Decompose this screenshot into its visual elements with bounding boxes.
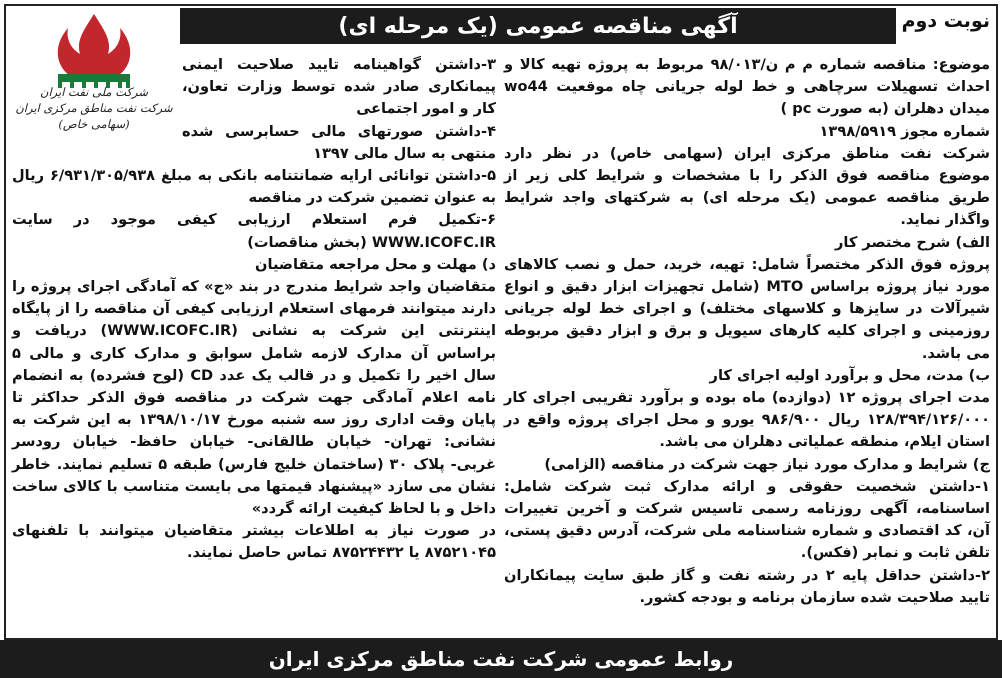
section-heading: الف) شرح مختصر کار: [834, 233, 990, 251]
requirement-item: ۱-داشتن شخصیت حقوقی و ارائه مدارک ثبت شرکت شامل: اساسنامه، آگهی روزنامه رسمی تاسیس شرکت و آخرین تغییرات آن، کد اقتصادی و شماره شناسنامه ملی شرکت، آدرس دقیق پستی، تلفن ثابت و نمابر (فکس).: [504, 477, 990, 562]
right-column: [504, 54, 990, 609]
intro-paragraph: شرکت نفت مناطق مرکزی ایران (سهامی خاص) در نظر دارد موضوع مناقصه فوق الذکر را با مشخصات و شرایط کلی زیر از طریق مناقصه عمومی (یک مرحله ای) به شرکتهای واجد شرایط واگذار نماید.: [504, 144, 990, 229]
left-column: [12, 54, 496, 565]
logo-line: شرکت نفت مناطق مرکزی ایران: [15, 101, 173, 115]
section-heading: ج) شرایط و مدارک مورد نیاز جهت شرکت در مناقصه (الزامی): [544, 455, 990, 473]
requirement-item: ۵-داشتن توانائی ارایه ضمانتنامه بانکی به مبلغ ۶/۹۳۱/۳۰۵/۹۳۸ ریال به عنوان تضمین شرکت در مناقصه: [12, 167, 496, 207]
footer-bar: [0, 640, 1002, 678]
logo-line: شرکت ملی نفت ایران: [40, 85, 148, 99]
requirement-item: ۴-داشتن صورتهای مالی حسابرسی شده منتهی به سال مالی ۱۳۹۷: [182, 122, 496, 162]
ad-title: آگهی مناقصه عمومی (یک مرحله ای): [338, 13, 738, 39]
footer-text: روابط عمومی شرکت نفت مناطق مرکزی ایران: [268, 647, 734, 671]
edition-label: نوبت دوم: [901, 10, 990, 32]
logo-line: (سهامی خاص): [58, 117, 130, 131]
section-heading: ب) مدت، محل و برآورد اولیه اجرای کار: [709, 366, 990, 384]
contact-paragraph: در صورت نیاز به اطلاعات بیشتر متقاضیان میتوانند با تلفنهای ۸۷۵۲۱۰۴۵ یا ۸۷۵۲۴۴۳۲ تماس حاصل نمایند.: [12, 522, 496, 562]
requirement-item: ۲-داشتن حداقل پایه ۲ در رشته نفت و گاز طبق سایت پیمانکاران تایید صلاحیت شده سازمان برنامه و بودجه کشور.: [504, 566, 990, 606]
permit-number: شماره مجوز ۱۳۹۸/۵۹۱۹: [819, 122, 990, 140]
section-heading: د) مهلت و محل مراجعه متقاضیان: [255, 255, 496, 273]
work-description: پروژه فوق الذکر مختصراً شامل: تهیه، خرید، حمل و نصب کالاهای مورد نیاز پروژه براساس MTO (شامل تجهیزات ابزار دقیق و انواع شیرآلات در سایزها و کلاسهای مختلف) و اجرای خط لوله جریانی روزمینی و اجرای کلیه کارهای سیویل و برق و ابزار دقیق مربوطه می باشد.: [504, 255, 990, 362]
ad-title-bar: [180, 8, 896, 44]
requirement-item: ۳-داشتن گواهینامه تایید صلاحیت ایمنی پیمانکاری صادر شده توسط وزارت تعاون، کار و امور اجتماعی: [182, 56, 496, 118]
duration-paragraph: مدت اجرای پروژه ۱۲ (دوازده) ماه بوده و برآورد تقریبی اجرای کار ۱۲۸/۳۹۴/۱۲۶/۰۰۰ ریال ۹۸۶/۹۰۰ یورو و محل اجرای پروژه واقع در استان ایلام، منطقه عملیاتی دهلران می باشد.: [504, 389, 991, 451]
submission-paragraph: متقاضیان واجد شرایط مندرج در بند «ج» که آمادگی اجرای پروژه را دارند میتوانند فرمهای استعلام ارزیابی کیفی آن مناقصه را از پایگاه اینترنتی این شرکت به نشانی (WWW.ICOFC.IR) دریافت و براساس آن مدارک لازمه شامل سوابق و مدارک کاری و مالی ۵ سال اخیر را تکمیل و در قالب یک عدد CD (لوح فشرده) به انضمام نامه اعلام آمادگی جهت شرکت در مناقصه فوق الذکر حداکثر تا پایان وقت اداری روز سه شنبه مورخ ۱۳۹۸/۱۰/۱۷ به این شرکت به نشانی: تهران- خیابان طالقانی- خیابان حافظ- خیابان رودسر غربی- پلاک ۳۰ (ساختمان خلیج فارس) طبقه ۵ تسلیم نمایند. خاطر نشان می سازد «پیشنهاد قیمتها می بایست متناسب با کالای ساخت داخل و با لحاظ کیفیت ارائه گردد»: [12, 278, 496, 518]
left-column-top: [182, 54, 496, 165]
requirement-item: ۶-تکمیل فرم استعلام ارزیابی کیفی موجود در سایت WWW.ICOFC.IR (بخش مناقصات): [12, 211, 496, 251]
subject-paragraph: موضوع: مناقصه شماره م م ن/۹۸/۰۱۳ مربوط به پروژه تهیه کالا و احداث تسهیلات سرچاهی و خط لوله جریانی چاه موقعیت wo44 میدان دهلران (به صورت pc ): [504, 56, 991, 118]
